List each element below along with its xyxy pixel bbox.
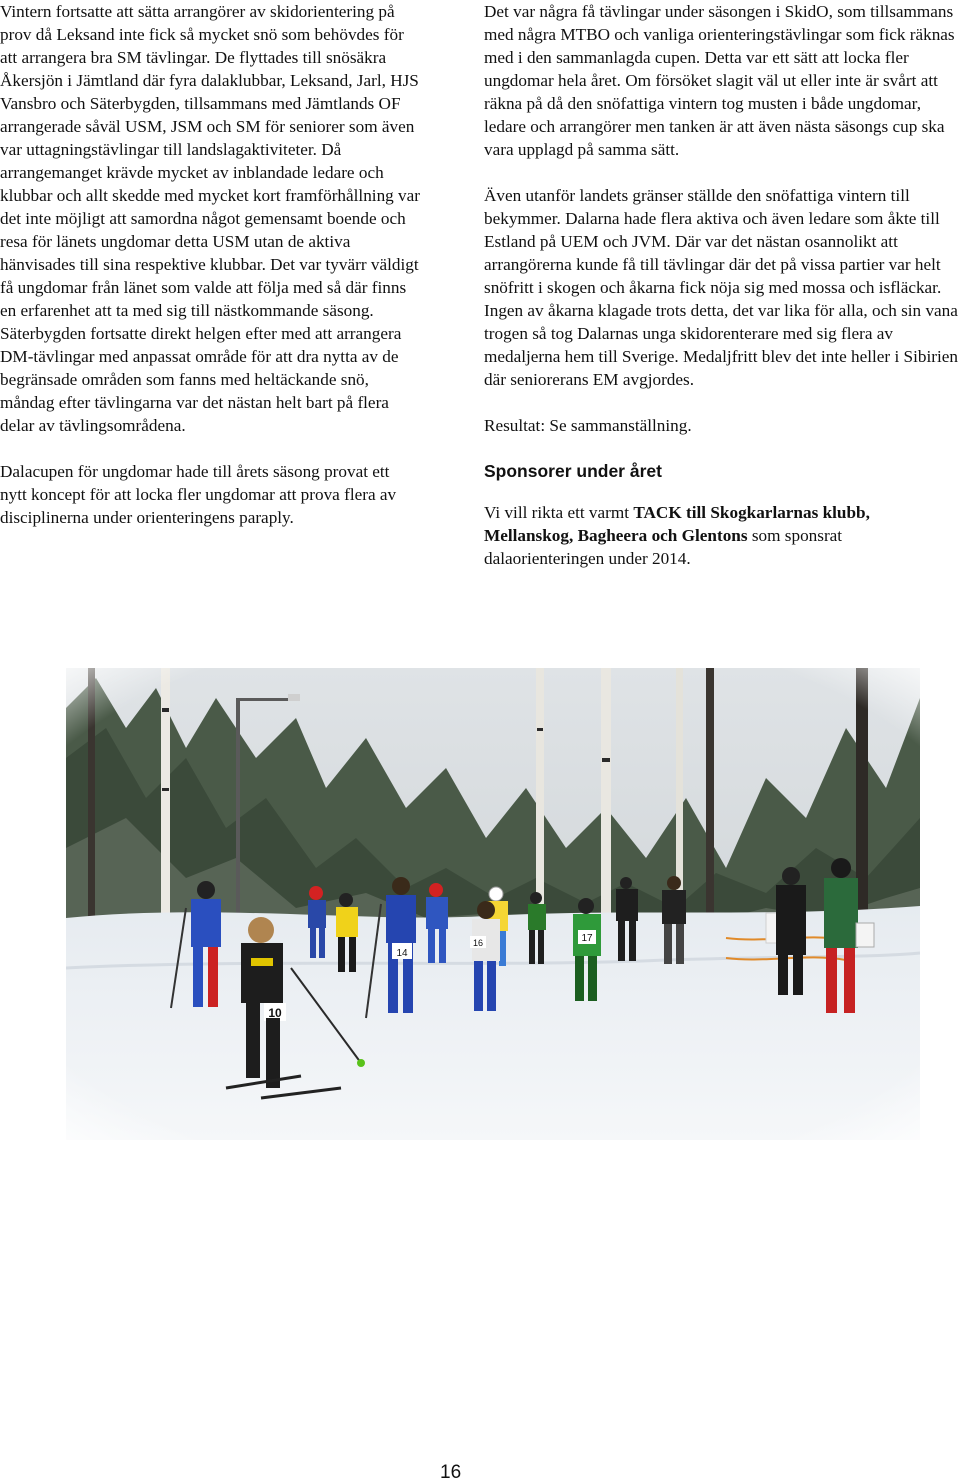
sponsors-intro: Vi vill rikta ett varmt — [484, 503, 634, 522]
left-column — [0, 0, 420, 552]
sponsors-heading: Sponsorer under året — [484, 461, 662, 481]
right-paragraph-1: Det var några få tävlingar under säsongen i SkidO, som tillsammans med några MTBO och vanliga orienteringstävlingar som fick räknas med i den sammanlagda cupen. Detta var ett sätt att locka fler ungdomar hela året. Om försöket slagit väl ut eller inte är svårt att räkna på då den snöfattiga vintern tog musten i både ungdomar, ledare och arrangörer men tanken är att även nästa säsongs cup ska vara upplagd på samma sätt. — [484, 2, 955, 159]
sponsors-names: TACK till Skogkarlarnas klubb, Mellanskog, Bagheera och Glentons — [484, 503, 870, 545]
right-paragraph-2: Även utanför landets gränser ställde den snöfattiga vintern till bekymmer. Dalarna hade flera aktiva och även ledare som åkte till Estland på UEM och JVM. Där var det nästan osannolikt att arrangörerna kunde få till tävlingar där det på vissa partier var helt snöfritt i skogen och åkarna fick nöja sig med mossa och isfläckar. Ingen av åkarna klagade trots detta, det var lika för alla, och sin vana trogen så tog Dalarnas unga skidorenterare med sig flera av medaljerna hem till Sverige. Medaljfritt blev det inte heller i Sibirien där seniorerans EM avgjordes. — [484, 186, 958, 389]
sponsors-paragraph — [484, 501, 960, 570]
sponsors-outro: som sponsrat dalaorienteringen under 2014. — [484, 526, 843, 568]
ski-orienteering-photo — [66, 668, 920, 1140]
ski-race-illustration — [66, 668, 920, 1140]
page-number: 16 — [440, 1462, 462, 1483]
right-column — [484, 0, 960, 593]
left-paragraph-2: Dalacupen för ungdomar hade till årets säsong provat ett nytt koncept för att locka fler ungdomar att prova flera av disciplinerna under orienteringens paraply. — [0, 462, 397, 527]
results-note: Resultat: Se sammanställning. — [484, 416, 692, 435]
photo-vignette — [66, 668, 920, 1140]
left-paragraph-1: Vintern fortsatte att sätta arrangörer av skidorientering på prov då Leksand inte fick så mycket snö som behövdes för att arrangera bra SM tävlingar. De flyttades till snösäkra Åkersjön i Jämtland där fyra dalaklubbar, Leksand, Jarl, HJS Vansbro och Säterbygden, tillsammans med Jämtlands OF arrangerade såväl USM, JSM och SM för seniorer som även var uttagningstävlingar till landslagaktiviteter. Då arrangemanget krävde mycket av inblandade ledare och klubbar och allt skedde med mycket kort framförhållning var det inte möjligt att samordna något gemensamt boende och resa för länets ungdomar detta USM utan de aktiva hänvisades till sina respektive klubbar. Det var tyvärr väldigt få ungdomar från länet som valde att följa med så där finns en erfarenhet att ta med sig till nästkommande säsong. Säterbygden fortsatte direkt helgen efter med att arrangera DM-tävlingar med anpassat område för att dra nytta av de begränsade områden som fanns med heltäckande snö, måndag efter tävlingarna var det nästan helt bart på flera delar av tävlingsområdena. — [0, 2, 421, 435]
